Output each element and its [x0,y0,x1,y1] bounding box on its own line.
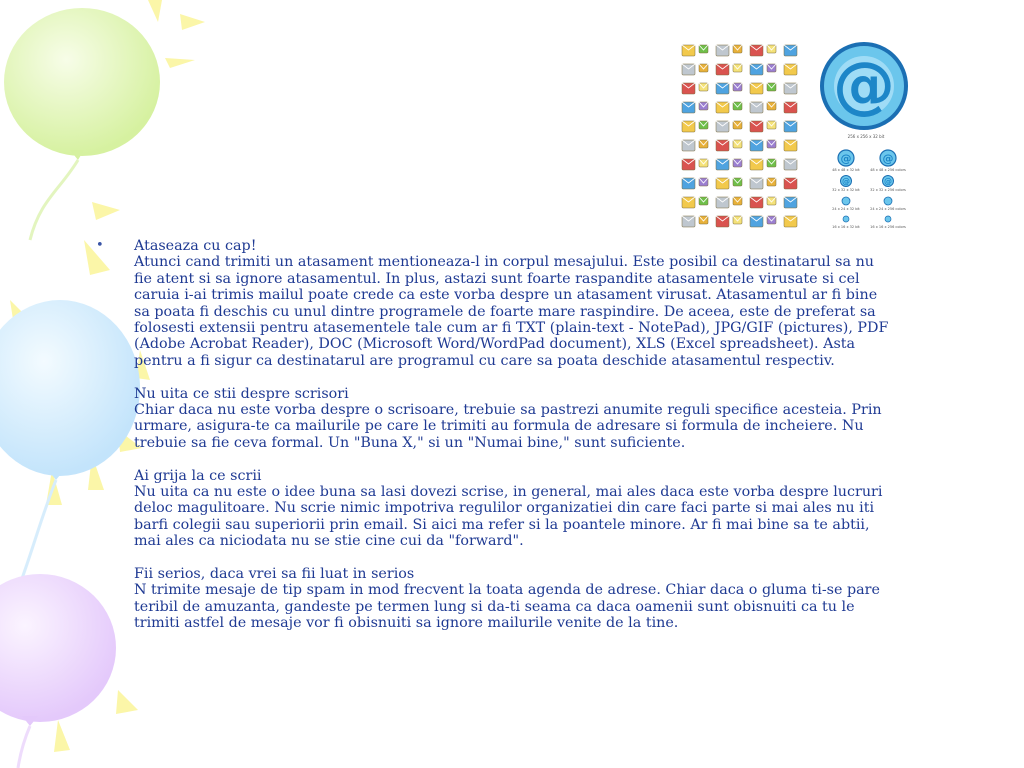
section-body: N trimite mesaje de tip spam in mod frecvent la toata agenda de adrese. Chiar daca o gluma ti-se pare teribil de amuzanta, gandeste pe termen lung si da-ti seama ca daca oamenii sunt obisnuiti ca tu le trimiti astfel de mesaje vor fi obisnuiti sa ignore mailurile venite de la tine. [134,582,880,632]
section-serious [134,566,896,632]
at-size-variants [832,150,906,229]
icon-size-label: 256 x 256 x 32 bit [847,134,885,139]
size-label: 48 x 48 x 256 colors [870,168,906,172]
section-attachments [134,238,896,369]
svg-text:@: @ [882,152,894,165]
section-body: Nu uita ca nu este o idee buna sa lasi dovezi scrise, in general, mai ales daca este vorba despre lucruri deloc magulitoare. Nu scrie nimic impotriva regulilor organizatiei din care faci parte si mai ales nu iti barfi colegii sau superiorii prin email. Si aici ma refer si la poantele minore. Ar fi mai bine sa te abtii, mai ales ca niciodata nu se stie cine cui da "forward". [134,484,883,550]
section-body: Chiar daca nu este vorba despre o scrisoare, trebuie sa pastrezi anumite reguli specifice acesteia. Prin urmare, asigura-te ca mailurile pe care le trimiti au formula de adresare si formula de incheiere. Nu trebuie sa fie ceva formal. Un "Buna X," si un "Numai bine," sunt suficiente. [134,402,882,451]
section-title: Nu uita ce stii despre scrisori [134,385,349,402]
svg-text:@: @ [833,48,895,121]
bullet-icon: • [96,238,104,253]
slide-text [134,238,896,632]
size-label: 24 x 24 x 256 colors [870,207,906,211]
section-title: Ataseaza cu cap! [134,238,257,254]
size-label: 16 x 16 x 256 colors [870,225,906,229]
slide-body [96,238,896,632]
svg-text:@: @ [884,177,892,186]
svg-text:@: @ [840,152,852,165]
svg-text:@: @ [842,177,850,186]
at-sign-icon [822,44,906,128]
section-title: Ai grija la ce scrii [134,467,262,484]
section-title: Fii serios, daca vrei sa fii luat in serios [134,566,415,583]
size-label: 32 x 32 x 32 bit [832,188,860,192]
icon-grid [682,45,797,227]
green-balloon [4,8,160,240]
section-careful [134,468,896,550]
size-label: 32 x 32 x 256 colors [870,188,906,192]
size-label: 24 x 24 x 32 bit [832,207,860,211]
section-body: Atunci cand trimiti un atasament mentioneaza-l in corpul mesajului. Este posibil ca destinatarul sa nu fie atent si sa ignore atasamentul. In plus, astazi sunt foarte raspandite atasamentele virusate si cel caruia i-ai trimis mailul poate crede ca este vorba despre un atasament virusat. Atasamentul ar fi bine sa poata fi deschis cu unul dintre programele de foarte mare raspindire. De aceea, este de preferat sa folosesti extensii pentru atasementele tale cum ar fi TXT (plain-text - NotePad), JPG/GIF (pictures), PDF (Adobe Acrobat Reader), DOC (Microsoft Word/WordPad document), XLS (Excel spreadsheet). Asta pentru a fi sigur ca destinatarul are programul cu care sa poata deschide atasamentul respectiv. [134,254,889,369]
email-icons-image [680,40,910,232]
section-letters [134,386,896,452]
size-label: 16 x 16 x 32 bit [832,225,860,229]
size-label: 48 x 48 x 32 bit [832,168,860,172]
